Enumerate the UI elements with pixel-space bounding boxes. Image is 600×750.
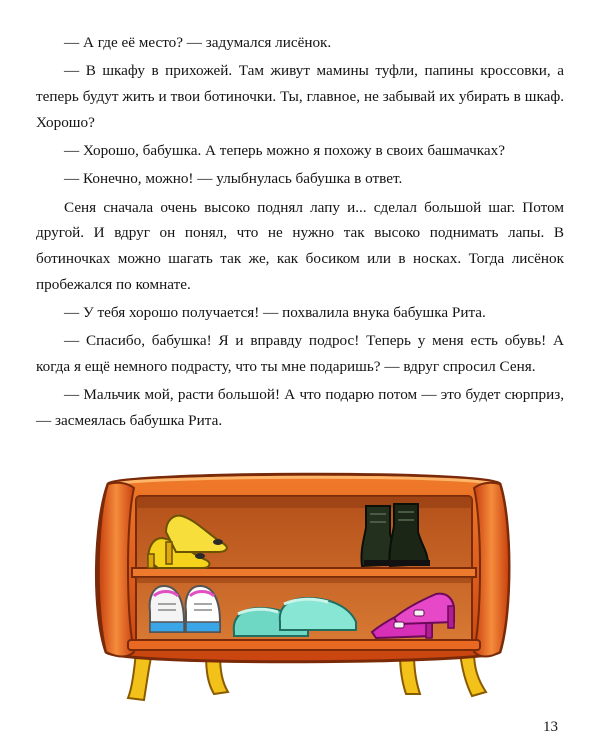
paragraph: — Конечно, можно! — улыбнулась бабушка в ответ. (64, 170, 403, 188)
paragraph: — Мальчик мой, расти большой! А что подарю потом — это будет сюрприз, — засмеялась бабушка Рита. (36, 386, 564, 429)
paragraph: — А где её место? — задумался лисёнок. (64, 34, 332, 51)
shoe-cabinet-illustration (88, 462, 516, 712)
page-number: 13 (543, 719, 558, 735)
paragraph: — Хорошо, бабушка. А теперь можно я похожу в своих башмачках? (64, 141, 506, 159)
paragraph: — У тебя хорошо получается! — похвалила внука бабушка Рита. (64, 303, 486, 321)
story-text (36, 30, 564, 436)
paragraph: Сеня сначала очень высоко поднял лапу и... сделал большой шаг. Потом другой. И вдруг он понял, что не нужно так высоко поднимать лапы. В ботиночках можно шагать так же, как босиком или в носках. Тогда лисёнок пробежался по комнате. (36, 198, 564, 293)
paragraph: — Спасибо, бабушка! Я и вправду подрос! Теперь у меня есть обувь! А когда я ещё немного подрасту, что ты мне подаришь? — вдруг спросил Сеня. (36, 332, 564, 375)
paragraph: — В шкафу в прихожей. Там живут мамины туфли, папины кроссовки, а теперь будут жить и твои ботиночки. Ты, главное, не забывай их убирать в шкаф. Хорошо? (36, 62, 564, 131)
